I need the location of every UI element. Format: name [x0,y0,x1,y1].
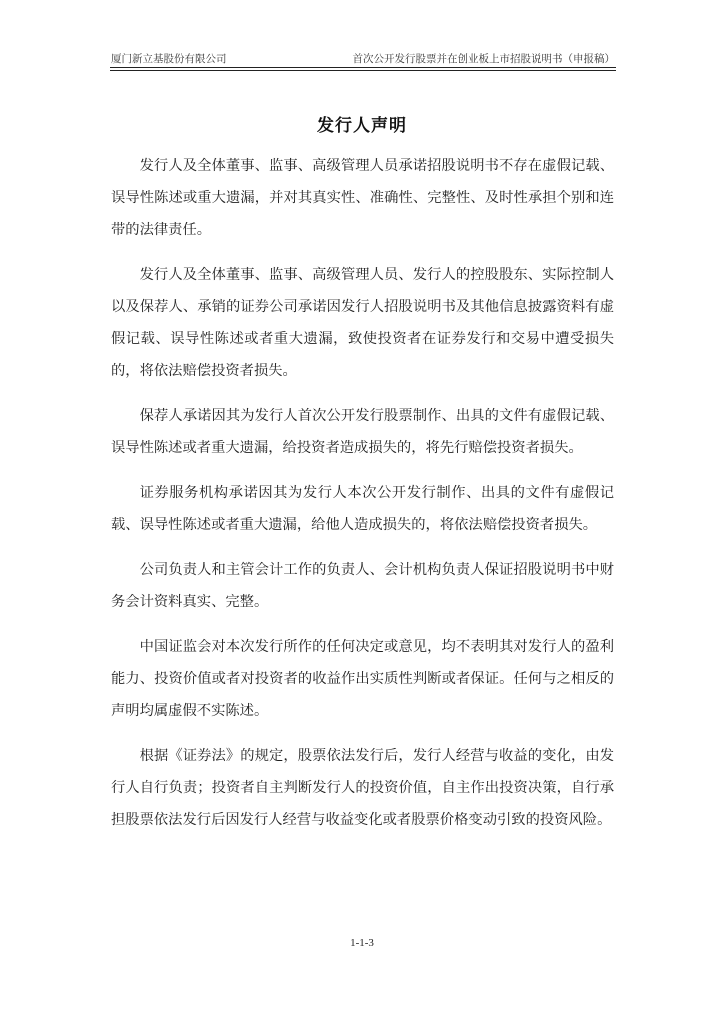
statement-paragraph: 中国证监会对本次发行所作的任何决定或意见，均不表明其对发行人的盈利能力、投资价值或者对投资者的收益作出实质性判断或者保证。任何与之相反的声明均属虚假不实陈述。 [111,639,614,719]
statement-paragraph: 发行人及全体董事、监事、高级管理人员、发行人的控股股东、实际控制人以及保荐人、承销的证券公司承诺因发行人招股说明书及其他信息披露资料有虚假记载、误导性陈述或者重大遗漏，致使投资者在证券发行和交易中遭受损失的，将依法赔偿投资者损失。 [111,267,614,379]
statement-paragraph: 保荐人承诺因其为发行人首次公开发行股票制作、出具的文件有虚假记载、误导性陈述或者重大遗漏，给投资者造成损失的，将先行赔偿投资者损失。 [111,408,614,456]
header-company-name: 厦门新立基股份有限公司 [111,53,227,65]
page-title: 发行人声明 [317,116,407,136]
statement-paragraph: 根据《证券法》的规定，股票依法发行后，发行人经营与收益的变化，由发行人自行负责；投资者自主判断发行人的投资价值，自主作出投资决策，自行承担股票依法发行后因发行人经营与收益变化或者股票价格变动引致的投资风险。 [111,748,614,828]
running-header [111,50,615,66]
header-rule [110,67,616,71]
header-document-title: 首次公开发行股票并在创业板上市招股说明书（申报稿） [352,53,615,65]
statement-paragraph: 证券服务机构承诺因其为发行人本次公开发行制作、出具的文件有虚假记载、误导性陈述或者重大遗漏，给他人造成损失的，将依法赔偿投资者损失。 [111,485,614,533]
statement-body [111,150,614,849]
statement-paragraph: 发行人及全体董事、监事、高级管理人员承诺招股说明书不存在虚假记载、误导性陈述或重大遗漏，并对其真实性、准确性、完整性、及时性承担个别和连带的法律责任。 [111,158,614,238]
statement-paragraph: 公司负责人和主管会计工作的负责人、会计机构负责人保证招股说明书中财务会计资料真实、完整。 [111,562,614,610]
page-number: 1-1-3 [350,937,374,949]
